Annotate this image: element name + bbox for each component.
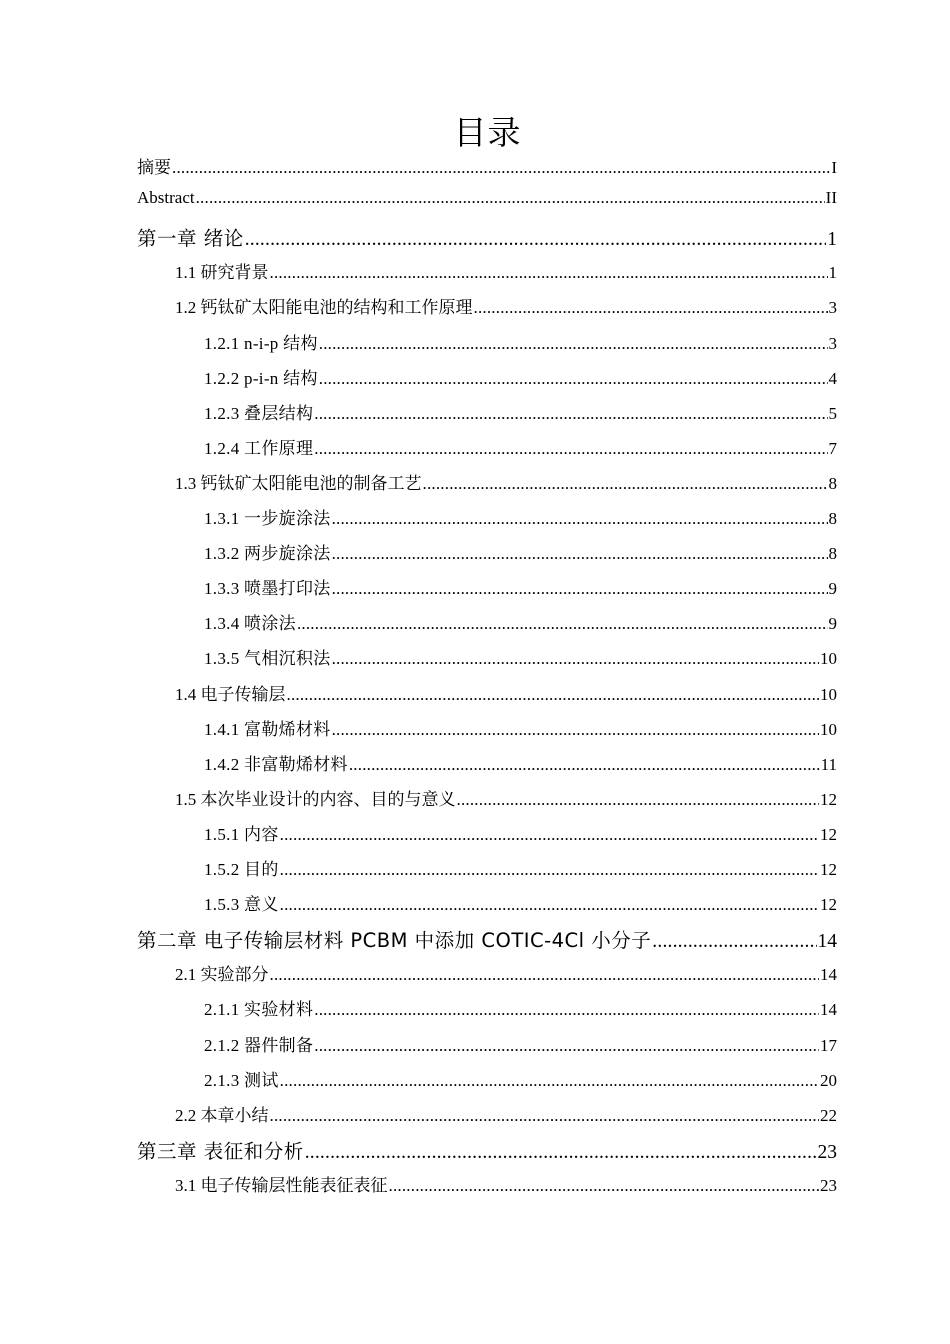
toc-entry-page-number: 14	[820, 965, 837, 985]
toc-entry-label: 1.3.2 两步旋涂法	[204, 544, 331, 564]
toc-entry-label: 1.4 电子传输层	[175, 684, 286, 704]
toc-entry[interactable]	[204, 995, 837, 1020]
toc-entry[interactable]	[204, 1066, 837, 1091]
toc-entry[interactable]	[204, 715, 837, 740]
toc-entry-page-number: 20	[820, 1070, 837, 1090]
toc-entry-label: 第二章 电子传输层材料 PCBM 中添加 COTIC-4Cl 小分子	[137, 929, 652, 953]
toc-entry-label: 2.1.3 测试	[204, 1070, 279, 1090]
dot-leader	[332, 720, 819, 740]
toc-entry[interactable]	[175, 293, 837, 318]
dot-leader	[314, 439, 827, 459]
toc-entry-page-number: 23	[820, 1175, 837, 1195]
dot-leader	[245, 229, 827, 251]
toc-entry[interactable]	[204, 1031, 837, 1056]
toc-entry[interactable]	[204, 364, 837, 389]
dot-leader	[280, 860, 819, 880]
toc-entry-label: 1.3.4 喷涂法	[204, 614, 296, 634]
toc-entry-label: 3.1 电子传输层性能表征表征	[175, 1175, 388, 1195]
toc-entry-label: 2.1.2 器件制备	[204, 1035, 314, 1055]
toc-entry[interactable]	[137, 223, 837, 251]
dot-leader	[314, 1036, 819, 1056]
toc-entry-label: 第三章 表征和分析	[137, 1139, 304, 1163]
toc-entry-page-number: 1	[827, 229, 837, 251]
toc-entry-page-number: 8	[828, 473, 837, 493]
toc-entry[interactable]	[175, 960, 837, 985]
toc-entry[interactable]	[204, 539, 837, 564]
dot-leader	[332, 544, 828, 564]
toc-entry-page-number: 14	[820, 1000, 837, 1020]
toc-entry-page-number: 3	[828, 298, 837, 318]
dot-leader	[332, 509, 828, 529]
toc-entry-label: 2.1.1 实验材料	[204, 1000, 314, 1020]
toc-entry-page-number: 8	[828, 544, 837, 564]
toc-entry[interactable]	[175, 258, 837, 283]
dot-leader	[280, 895, 819, 915]
dot-leader	[270, 965, 820, 985]
toc-entry-page-number: 23	[817, 1141, 837, 1163]
dot-leader	[319, 369, 828, 389]
toc-entry[interactable]	[204, 399, 837, 424]
toc-entry[interactable]	[175, 1171, 837, 1196]
toc-entry-label: 1.5 本次毕业设计的内容、目的与意义	[175, 789, 456, 809]
toc-entry[interactable]	[175, 785, 837, 810]
toc-entry[interactable]	[137, 188, 837, 208]
toc-entry-page-number: 12	[820, 895, 837, 915]
toc-entry-label: 1.3 钙钛矿太阳能电池的制备工艺	[175, 473, 422, 493]
toc-entry-page-number: 12	[820, 860, 837, 879]
toc-entry-page-number: 14	[817, 931, 837, 953]
toc-entry-page-number: 1	[828, 263, 837, 283]
toc-entry-page-number: 3	[828, 333, 837, 353]
dot-leader	[305, 1142, 817, 1164]
toc-entry[interactable]	[175, 680, 837, 705]
toc-entry-page-number: 11	[820, 754, 837, 774]
toc-entry-page-number: II	[825, 188, 837, 208]
toc-entry-page-number: 9	[828, 614, 837, 634]
toc-entry-page-number: 22	[820, 1105, 837, 1125]
dot-leader	[652, 931, 816, 953]
toc-title: 目录	[453, 113, 522, 152]
toc-entry-page-number: 10	[820, 684, 837, 704]
toc-entry[interactable]	[204, 609, 837, 634]
toc-entry-label: 1.2.3 叠层结构	[204, 403, 314, 423]
toc-entry[interactable]	[204, 644, 837, 669]
toc-entry-label: 1.5.3 意义	[204, 895, 279, 915]
toc-entry-label: 2.2 本章小结	[175, 1105, 269, 1125]
toc-entry-label: 1.2.1 n-i-p 结构	[204, 333, 318, 353]
toc-entry-label: 1.3.5 气相沉积法	[204, 649, 331, 669]
toc-entry-label: Abstract	[137, 188, 195, 208]
toc-entry-label: 1.5.1 内容	[204, 824, 279, 844]
toc-entry-label: 1.1 研究背景	[175, 263, 269, 283]
dot-leader	[270, 1106, 820, 1126]
toc-entry-label: 2.1 实验部分	[175, 965, 269, 985]
toc-entry-label: 1.2 钙钛矿太阳能电池的结构和工作原理	[175, 298, 473, 318]
toc-entry[interactable]	[175, 1101, 837, 1126]
toc-entry-label: 第一章 绪论	[137, 227, 244, 251]
dot-leader	[196, 188, 825, 208]
toc-entry[interactable]	[204, 890, 837, 915]
dot-leader	[287, 685, 820, 705]
toc-entry[interactable]	[175, 469, 837, 494]
toc-entry-page-number: 5	[828, 403, 837, 423]
toc-entry[interactable]	[204, 329, 837, 354]
toc-entry-label: 摘要	[137, 158, 171, 177]
dot-leader	[389, 1176, 820, 1196]
toc-entry[interactable]	[204, 574, 837, 599]
toc-entry-label: 1.5.2 目的	[204, 860, 279, 879]
toc-entry-page-number: 8	[828, 509, 837, 528]
toc-entry[interactable]	[204, 820, 837, 845]
toc-entry-label: 1.2.2 p-i-n 结构	[204, 368, 318, 388]
toc-entry[interactable]	[204, 855, 837, 880]
toc-entry-label: 1.2.4 工作原理	[204, 438, 314, 458]
dot-leader	[172, 158, 830, 178]
toc-entry[interactable]	[137, 1136, 837, 1164]
toc-entry-label: 1.3.3 喷墨打印法	[204, 579, 331, 599]
toc-entry-label: 1.4.2 非富勒烯材料	[204, 754, 348, 774]
toc-entry-page-number: 12	[820, 824, 837, 844]
dot-leader	[314, 404, 827, 424]
dot-leader	[280, 1071, 819, 1091]
toc-entry[interactable]	[204, 504, 837, 529]
dot-leader	[332, 579, 828, 599]
dot-leader	[349, 755, 820, 775]
dot-leader	[280, 825, 819, 845]
dot-leader	[270, 263, 828, 283]
toc-entry-page-number: 9	[828, 579, 837, 599]
dot-leader	[457, 790, 820, 810]
toc-entry-page-number: I	[831, 158, 837, 177]
toc-entry-page-number: 17	[820, 1035, 837, 1055]
dot-leader	[319, 334, 828, 354]
toc-entry-page-number: 7	[828, 438, 837, 458]
toc-entry-page-number: 10	[820, 719, 837, 739]
toc-entry-page-number: 4	[828, 368, 837, 388]
toc-entry[interactable]	[204, 434, 837, 459]
toc-entry-label: 1.3.1 一步旋涂法	[204, 509, 331, 528]
dot-leader	[297, 614, 828, 634]
toc-entry-label: 1.4.1 富勒烯材料	[204, 719, 331, 739]
dot-leader	[474, 298, 828, 318]
dot-leader	[314, 1000, 819, 1020]
dot-leader	[332, 649, 819, 669]
toc-entry[interactable]	[204, 750, 837, 775]
toc-entry[interactable]	[137, 153, 837, 178]
dot-leader	[423, 474, 828, 494]
toc-entry[interactable]	[137, 925, 837, 953]
toc-entry-page-number: 10	[820, 649, 837, 669]
toc-entry-page-number: 12	[820, 789, 837, 809]
